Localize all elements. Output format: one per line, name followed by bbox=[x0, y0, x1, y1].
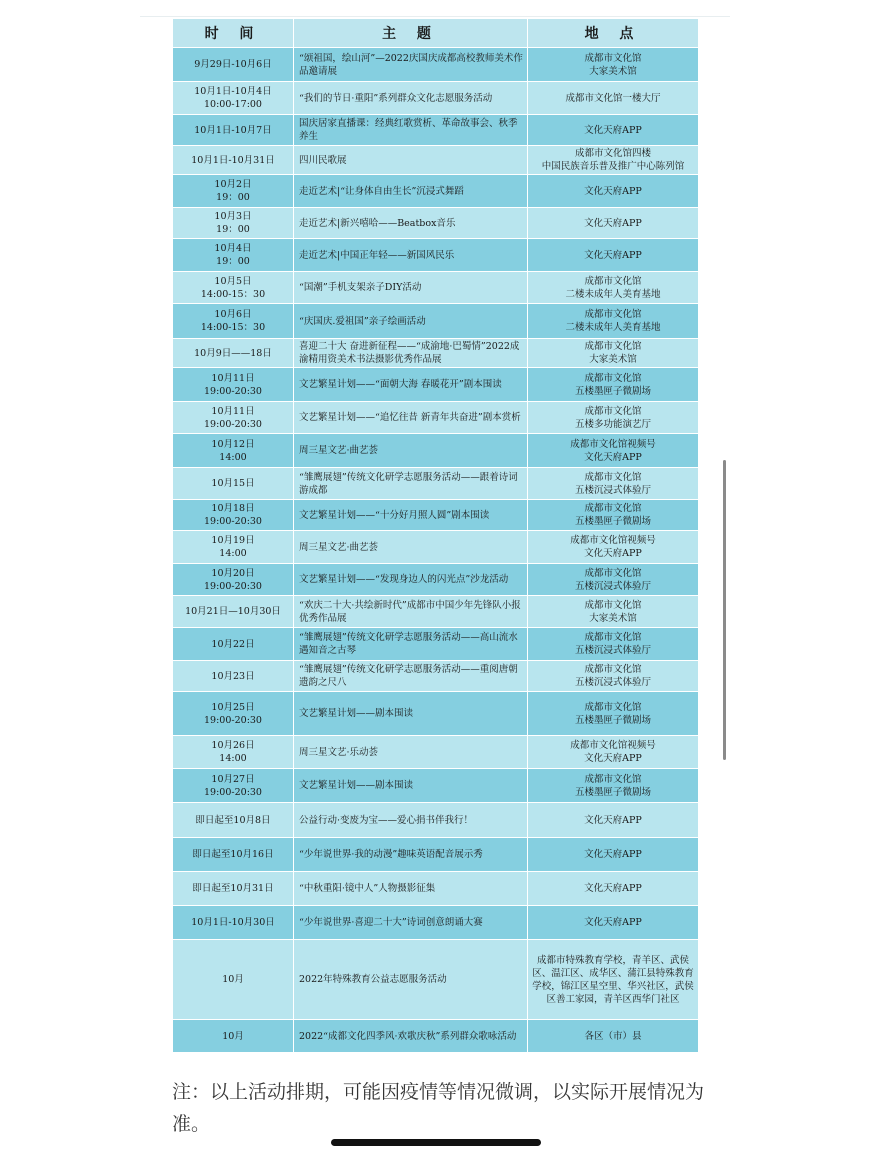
cell-place: 成都市文化馆 大家美术馆 bbox=[528, 48, 699, 82]
table-row bbox=[173, 146, 699, 175]
cell-place: 成都市文化馆 五楼多功能演艺厅 bbox=[528, 402, 699, 434]
table-row bbox=[173, 239, 699, 272]
cell-topic: “颂祖国，绘山河”—2022庆国庆成都高校教师美术作品邀请展 bbox=[294, 48, 528, 82]
cell-topic: 文艺繁星计划——剧本围读 bbox=[294, 769, 528, 803]
cell-topic: 国庆居家直播课：经典红歌赏析、革命故事会、秋季养生 bbox=[294, 115, 528, 146]
cell-topic: “少年说世界·我的动漫”趣味英语配音展示秀 bbox=[294, 838, 528, 872]
cell-topic: 走近艺术|中国正年轻——新国风民乐 bbox=[294, 239, 528, 272]
cell-place: 成都市文化馆 五楼墨匣子微剧场 bbox=[528, 769, 699, 803]
cell-time: 10月22日 bbox=[173, 628, 294, 661]
table-row bbox=[173, 304, 699, 339]
cell-topic: “中秋重阳·镜中人”人物摄影征集 bbox=[294, 872, 528, 906]
cell-topic: 2022“成都文化四季风·欢歌庆秋”系列群众歌咏活动 bbox=[294, 1020, 528, 1053]
table-row bbox=[173, 596, 699, 628]
table-row bbox=[173, 906, 699, 940]
header-topic: 主 题 bbox=[294, 19, 528, 48]
cell-time: 10月6日 14:00-15：30 bbox=[173, 304, 294, 339]
home-indicator[interactable] bbox=[331, 1139, 541, 1146]
cell-topic: 喜迎二十大 奋进新征程——“成渝地·巴蜀情”2022成渝精用资美术书法摄影优秀作品展 bbox=[294, 339, 528, 368]
cell-time: 10月11日 19:00-20:30 bbox=[173, 368, 294, 402]
cell-place: 成都市文化馆 大家美术馆 bbox=[528, 339, 699, 368]
cell-place: 成都市特殊教育学校，青羊区、武侯区、温江区、成华区、蒲江县特殊教育学校，锦江区星空里、华兴社区，武侯区善工家园，青羊区西华门社区 bbox=[528, 940, 699, 1020]
table-row bbox=[173, 434, 699, 468]
cell-time: 10月19日 14:00 bbox=[173, 531, 294, 564]
table-row bbox=[173, 175, 699, 208]
cell-place: 成都市文化馆 二楼未成年人美育基地 bbox=[528, 272, 699, 304]
table-row bbox=[173, 82, 699, 115]
table-row bbox=[173, 208, 699, 239]
cell-time: 10月4日 19：00 bbox=[173, 239, 294, 272]
cell-time: 10月1日-10月30日 bbox=[173, 906, 294, 940]
cell-place: 成都市文化馆 大家美术馆 bbox=[528, 596, 699, 628]
cell-place: 成都市文化馆 五楼沉浸式体验厅 bbox=[528, 564, 699, 596]
cell-time: 10月 bbox=[173, 940, 294, 1020]
cell-topic: 文艺繁星计划——剧本围读 bbox=[294, 692, 528, 736]
table-row bbox=[173, 838, 699, 872]
cell-topic: 走近艺术|新兴嘻哈——Beatbox音乐 bbox=[294, 208, 528, 239]
cell-time: 即日起至10月8日 bbox=[173, 803, 294, 838]
cell-time: 10月5日 14:00-15：30 bbox=[173, 272, 294, 304]
cell-topic: 文艺繁星计划——“面朝大海 春暖花开”剧本围读 bbox=[294, 368, 528, 402]
cell-time: 10月1日-10月31日 bbox=[173, 146, 294, 175]
cell-place: 成都市文化馆四楼 中国民族音乐普及推广中心陈列馆 bbox=[528, 146, 699, 175]
table-row bbox=[173, 628, 699, 661]
cell-topic: “欢庆二十大·共绘新时代”成都市中国少年先锋队小报优秀作品展 bbox=[294, 596, 528, 628]
cell-topic: 四川民歌展 bbox=[294, 146, 528, 175]
table-row bbox=[173, 1020, 699, 1053]
cell-topic: 公益行动·变废为宝——爱心捐书伴我行！ bbox=[294, 803, 528, 838]
table-row bbox=[173, 872, 699, 906]
cell-place: 文化天府APP bbox=[528, 239, 699, 272]
cell-time: 10月23日 bbox=[173, 661, 294, 692]
cell-time: 10月1日-10月7日 bbox=[173, 115, 294, 146]
cell-topic: 2022年特殊教育公益志愿服务活动 bbox=[294, 940, 528, 1020]
table-row bbox=[173, 468, 699, 500]
cell-place: 成都市文化馆视频号 文化天府APP bbox=[528, 434, 699, 468]
cell-time: 10月9日——18日 bbox=[173, 339, 294, 368]
cell-time: 10月21日—10月30日 bbox=[173, 596, 294, 628]
cell-time: 10月 bbox=[173, 1020, 294, 1053]
table-row bbox=[173, 692, 699, 736]
table-row bbox=[173, 736, 699, 769]
table-row bbox=[173, 661, 699, 692]
cell-place: 成都市文化馆视频号 文化天府APP bbox=[528, 531, 699, 564]
table-body bbox=[173, 48, 699, 1053]
table-row bbox=[173, 500, 699, 531]
cell-time: 即日起至10月31日 bbox=[173, 872, 294, 906]
table-row bbox=[173, 115, 699, 146]
table-row bbox=[173, 940, 699, 1020]
table-row bbox=[173, 769, 699, 803]
cell-topic: “国潮”手机支架亲子DIY活动 bbox=[294, 272, 528, 304]
cell-time: 10月15日 bbox=[173, 468, 294, 500]
cell-place: 成都市文化馆 二楼未成年人美育基地 bbox=[528, 304, 699, 339]
cell-place: 各区（市）县 bbox=[528, 1020, 699, 1053]
footnote: 注：以上活动排期，可能因疫情等情况微调，以实际开展情况为准。 bbox=[172, 1081, 705, 1135]
cell-time: 10月25日 19:00-20:30 bbox=[173, 692, 294, 736]
cell-topic: “雏鹰展翅”传统文化研学志愿服务活动——高山流水遇知音之古琴 bbox=[294, 628, 528, 661]
cell-time: 10月1日-10月4日 10:00-17:00 bbox=[173, 82, 294, 115]
cell-time: 10月2日 19：00 bbox=[173, 175, 294, 208]
cell-place: 文化天府APP bbox=[528, 115, 699, 146]
table-row bbox=[173, 339, 699, 368]
cell-place: 成都市文化馆 五楼沉浸式体验厅 bbox=[528, 628, 699, 661]
cell-place: 成都市文化馆视频号 文化天府APP bbox=[528, 736, 699, 769]
cell-place: 文化天府APP bbox=[528, 906, 699, 940]
cell-place: 文化天府APP bbox=[528, 872, 699, 906]
cell-topic: “雏鹰展翅”传统文化研学志愿服务活动——重阅唐朝遗韵之尺八 bbox=[294, 661, 528, 692]
cell-topic: “我们的节日·重阳”系列群众文化志愿服务活动 bbox=[294, 82, 528, 115]
cell-place: 成都市文化馆 五楼沉浸式体验厅 bbox=[528, 661, 699, 692]
cell-topic: 走近艺术|“让身体自由生长”沉浸式舞蹈 bbox=[294, 175, 528, 208]
cell-topic: 周三星文艺·曲艺荟 bbox=[294, 531, 528, 564]
schedule-table-wrapper bbox=[172, 18, 698, 1053]
cell-place: 成都市文化馆 五楼墨匣子微剧场 bbox=[528, 692, 699, 736]
cell-time: 10月26日 14:00 bbox=[173, 736, 294, 769]
table-row bbox=[173, 272, 699, 304]
cell-time: 10月20日 19:00-20:30 bbox=[173, 564, 294, 596]
cell-topic: “庆国庆.爱祖国”亲子绘画活动 bbox=[294, 304, 528, 339]
table-row bbox=[173, 48, 699, 82]
cell-place: 成都市文化馆 五楼墨匣子微剧场 bbox=[528, 368, 699, 402]
scrollbar[interactable] bbox=[723, 460, 726, 760]
cell-place: 成都市文化馆 五楼沉浸式体验厅 bbox=[528, 468, 699, 500]
header-time: 时 间 bbox=[173, 19, 294, 48]
cell-topic: 文艺繁星计划——“追忆往昔 新青年共奋进”剧本赏析 bbox=[294, 402, 528, 434]
cell-place: 文化天府APP bbox=[528, 208, 699, 239]
cell-place: 成都市文化馆一楼大厅 bbox=[528, 82, 699, 115]
cell-place: 文化天府APP bbox=[528, 838, 699, 872]
cell-topic: “雏鹰展翅”传统文化研学志愿服务活动——跟着诗词游成都 bbox=[294, 468, 528, 500]
cell-place: 成都市文化馆 五楼墨匣子微剧场 bbox=[528, 500, 699, 531]
top-divider bbox=[140, 16, 730, 17]
cell-topic: 周三星文艺·乐动荟 bbox=[294, 736, 528, 769]
header-place: 地 点 bbox=[528, 19, 699, 48]
cell-topic: “少年说世界·喜迎二十大”诗词创意朗诵大赛 bbox=[294, 906, 528, 940]
table-header-row bbox=[173, 19, 699, 48]
cell-topic: 文艺繁星计划——“发现身边人的闪光点”沙龙活动 bbox=[294, 564, 528, 596]
cell-time: 10月27日 19:00-20:30 bbox=[173, 769, 294, 803]
cell-time: 9月29日-10月6日 bbox=[173, 48, 294, 82]
cell-topic: 周三星文艺·曲艺荟 bbox=[294, 434, 528, 468]
table-row bbox=[173, 803, 699, 838]
cell-place: 文化天府APP bbox=[528, 175, 699, 208]
cell-time: 10月11日 19:00-20:30 bbox=[173, 402, 294, 434]
cell-time: 10月18日 19:00-20:30 bbox=[173, 500, 294, 531]
cell-time: 10月12日 14:00 bbox=[173, 434, 294, 468]
table-row bbox=[173, 564, 699, 596]
table-row bbox=[173, 368, 699, 402]
cell-time: 即日起至10月16日 bbox=[173, 838, 294, 872]
cell-topic: 文艺繁星计划——“十分好月照人圆”剧本围读 bbox=[294, 500, 528, 531]
cell-time: 10月3日 19：00 bbox=[173, 208, 294, 239]
schedule-table bbox=[172, 18, 699, 1053]
cell-place: 文化天府APP bbox=[528, 803, 699, 838]
table-row bbox=[173, 531, 699, 564]
table-row bbox=[173, 402, 699, 434]
